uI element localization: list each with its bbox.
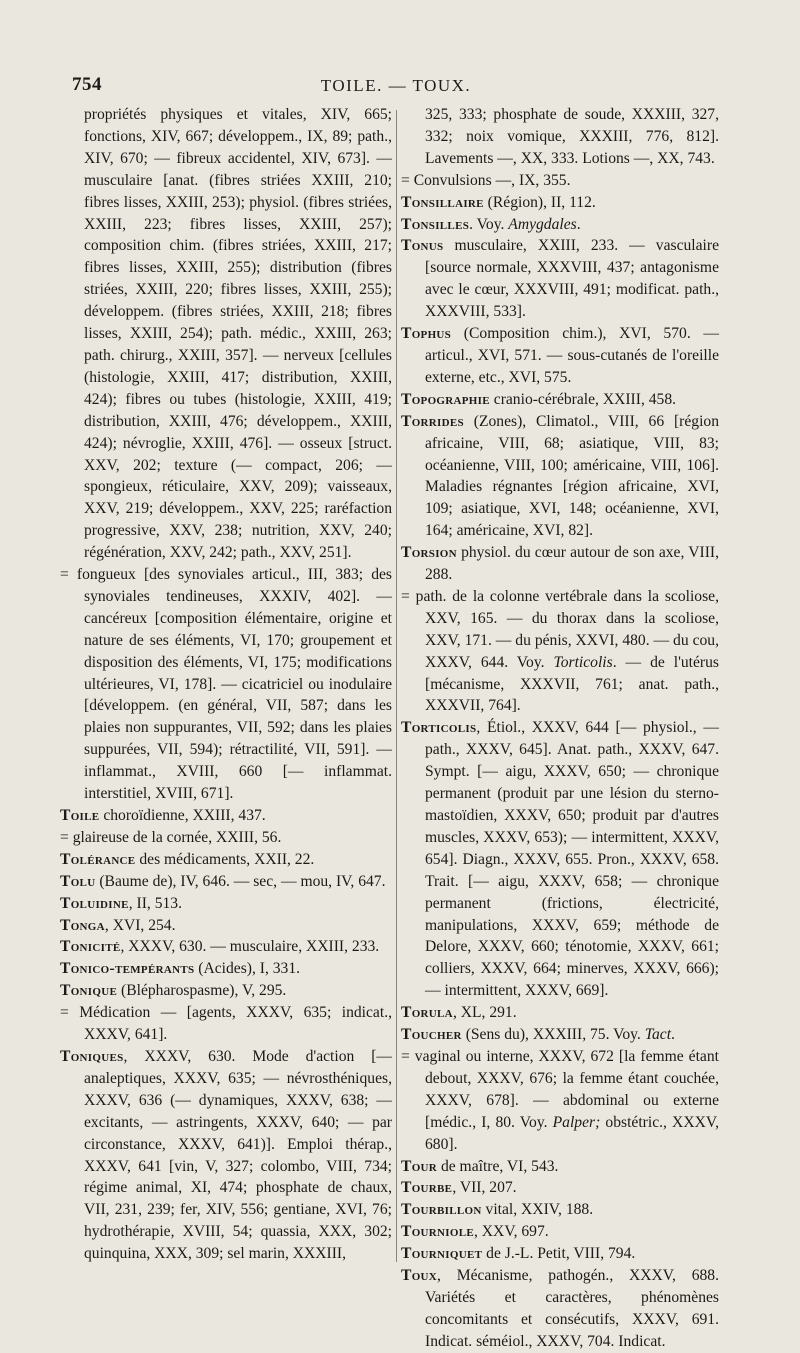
continued-entry: [60, 104, 392, 564]
entry-text: . — de l'utérus [mécanisme, XXXVII, 761; anat. path., XXXVII, 764].: [425, 653, 719, 715]
entry-keyword: Torula: [401, 1004, 453, 1022]
right-column: [401, 104, 719, 1353]
entry-keyword: Tonsilles: [401, 215, 470, 233]
entry-text: , VII, 207.: [452, 1179, 517, 1197]
index-entry: [60, 915, 392, 937]
page-header: [72, 74, 720, 100]
entry-keyword: Torticolis: [401, 719, 477, 737]
entry-text: (Acides), I, 331.: [194, 960, 301, 978]
index-entry: [401, 1156, 719, 1178]
index-subentry: [401, 1046, 719, 1156]
cross-reference: Tact: [644, 1026, 672, 1044]
entry-text: vital, XXIV, 188.: [481, 1201, 594, 1219]
index-entry: [401, 214, 719, 236]
entry-text: = Convulsions —, IX, 355.: [401, 171, 571, 189]
index-entry: [401, 1177, 719, 1199]
page-number: 754: [72, 74, 102, 95]
index-entry: [401, 192, 719, 214]
entry-text: 325, 333; phosphate de soude, XXXIII, 327, 332; noix vomique, XXXIII, 776, 812]. Lavements —, XX, 333. Lotions —, XX, 743.: [425, 106, 719, 167]
index-entry: [60, 1046, 392, 1265]
index-entry: [60, 805, 392, 827]
entry-text: cranio-cérébrale, XXIII, 458.: [489, 390, 677, 408]
entry-text: , XXXV, 630. Mode d'action [— analeptiques, XXXV, 635; — névrosthéniques, XXXV, 636 (— dynamiques, XXXV, 638; — excitants, — astringents, XXXV, 640; — par circonstance, XXXV, 641)]. Emploi thérap., XXXV, 641 [vin, V, 327; colombo, VIII, 734; régime animal, XI, 474; phosphate de chaux, VII, 231, 239; fer, XIV, 556; gentiane, XVI, 76; hydrothérapie, XVIII, 54; quassia, XXX, 302; quinquina, XXX, 309; sel marin, XXXIII,: [84, 1047, 392, 1263]
index-entry: [401, 1199, 719, 1221]
entry-keyword: Toluidine: [60, 894, 129, 912]
entry-keyword: Tour: [401, 1157, 438, 1175]
entry-text: , XL, 291.: [452, 1004, 517, 1022]
index-subentry: [60, 564, 392, 805]
index-entry: [60, 893, 392, 915]
entry-keyword: Torrides: [401, 412, 464, 430]
cross-reference: Torticolis: [553, 653, 613, 671]
entry-keyword: Tolérance: [60, 850, 136, 868]
entry-keyword: Toux: [401, 1267, 438, 1285]
entry-keyword: Tonicité: [60, 938, 121, 956]
entry-text: propriétés physiques et vitales, XIV, 665; fonctions, XIV, 667; développem., IX, 89; path., XIV, 670; — fibreux accidentel, XIV, 673]. — musculaire [anat. (fibres striées XXIII, 210; fibres lisses, XXIII, 253); physiol. (fibres striées, XXIII, 223; fibres lisses, XXIII, 257); composition chim. (fibres striées, XXIII, 217; fibres lisses, XXIII, 255); distribution (fibres striées, XXIII, 220; fibres lisses, XXIII, 255); développem. (fibres striées, XXIII, 218; fibres lisses, XXIII, 254); path. médic., XXIII, 263; path. chirurg., XXIII, 357]. — nerveux [cellules (histologie, XXIII, 417; distribution, XXIII, 424); fibres ou tubes (histologie, XXIII, 419; distribution, XXIII, 476; développem., XXIII, 424); névroglie, XXIII, 476]. — osseux [struct. XXV, 202; texture (— compact, 206; — spongieux, réticulaire, XXV, 209); vaisseaux, XXV, 219; développem., XXV, 225; raréfaction progressive, XXV, 238; nutrition, XXV, 240; régénération, XXV, 242; path., XXV, 251].: [84, 106, 392, 562]
entry-keyword: Torsion: [401, 544, 457, 562]
entry-keyword: Topographie: [401, 390, 490, 408]
index-entry: [60, 936, 392, 958]
entry-text: de maître, VI, 543.: [437, 1157, 559, 1175]
entry-keyword: Tophus: [401, 325, 452, 343]
continued-entry: [401, 104, 719, 170]
entry-text: (Composition chim.), XVI, 570. — articul., XVI, 571. — sous-cutanés de l'oreille externe, etc., XVI, 575.: [425, 325, 719, 386]
entry-keyword: Toniques: [60, 1047, 124, 1065]
entry-keyword: Tonique: [60, 982, 118, 1000]
entry-text: musculaire, XXIII, 233. — vasculaire [source normale, XXXVIII, 437; antagonisme avec le cœur, XXXVIII, 491; modificat. path., XXXVIII, 533].: [425, 237, 719, 321]
entry-text: , XXV, 697.: [474, 1223, 549, 1241]
entry-text: (Blépharospasme), V, 295.: [117, 982, 287, 1000]
entry-text: , XVI, 254.: [104, 916, 176, 934]
entry-text: = glaireuse de la cornée, XXIII, 56.: [60, 828, 282, 846]
entry-text: , Mécanisme, pathogén., XXXV, 688. Variétés et caractères, phénomènes concomitants et consécutifs, XXXV, 691. Indicat. séméiol., XXXV, 704. Indicat.: [425, 1267, 719, 1350]
entry-keyword: Toucher: [401, 1026, 462, 1044]
index-entry: [401, 235, 719, 323]
entry-text: (Région), II, 112.: [483, 193, 596, 211]
entry-text: .: [576, 215, 581, 233]
index-entry: [401, 389, 719, 411]
running-head: TOILE. — TOUX.: [320, 76, 472, 95]
cross-reference: Palper;: [552, 1113, 601, 1131]
entry-keyword: Tonga: [60, 916, 105, 934]
entry-text: des médicaments, XXII, 22.: [135, 850, 315, 868]
entry-text: (Sens du), XXXIII, 75. Voy.: [461, 1026, 645, 1044]
left-column: [60, 104, 392, 1265]
index-entry: [401, 542, 719, 586]
entry-text: , II, 513.: [128, 894, 183, 912]
entry-text: de J.-L. Petit, VIII, 794.: [482, 1245, 636, 1263]
entry-keyword: Tourniquet: [401, 1245, 483, 1263]
index-subentry: [60, 1002, 392, 1046]
index-entry: [401, 1265, 719, 1353]
index-entry: [401, 411, 719, 542]
entry-text: (Baume de), IV, 646. — sec, — mou, IV, 647.: [95, 872, 386, 890]
index-entry: [401, 1221, 719, 1243]
entry-text: = vaginal ou interne, XXXV, 672 [la femme étant debout, XXXV, 676; la femme étant couchée, XXXV, 678]. — abdominal ou externe [médic., I, 80. Voy.: [401, 1047, 719, 1131]
entry-text: obstétric., XXXV, 680].: [425, 1113, 719, 1153]
index-entry: [60, 871, 392, 893]
index-entry: [60, 958, 392, 980]
entry-keyword: Tolu: [60, 872, 96, 890]
entry-keyword: Tonico-tempérants: [60, 960, 195, 978]
cross-reference: Amygdales: [508, 215, 577, 233]
index-entry: [60, 980, 392, 1002]
index-subentry: [401, 170, 719, 192]
index-entry: [401, 1024, 719, 1046]
index-subentry: [60, 827, 392, 849]
index-entry: [401, 323, 719, 389]
entry-text: choroïdienne, XXIII, 437.: [99, 807, 266, 824]
entry-keyword: Tourbe: [401, 1179, 453, 1197]
entry-text: . Voy.: [469, 215, 509, 233]
index-entry: [401, 1002, 719, 1024]
entry-text: , XXXV, 630. — musculaire, XXIII, 233.: [120, 938, 380, 956]
entry-keyword: Tonus: [401, 237, 444, 255]
entry-text: = Médication — [agents, XXXV, 635; indicat., XXXV, 641].: [60, 1004, 392, 1044]
entry-text: (Zones), Climatol., VIII, 66 [région africaine, VIII, 68; asiatique, VIII, 83; océanienne, VIII, 100; américaine, VIII, 106]. Maladies régnantes [région africaine, XVI, 109; asiatique, XVI, 148; océanienne, XVI, 164; américaine, XVI, 82].: [425, 412, 719, 540]
entry-text: , Étiol., XXXV, 644 [— physiol., — path., XXXV, 645]. Anat. path., XXXV, 647. Sympt. [— aigu, XXXV, 650; — chronique permanent (produit par une lésion du sterno-mastoïdien, XXXV, 650; produit par d'autres muscles, XXXV, 653); — intermittent, XXXV, 654]. Diagn., XXXV, 655. Pron., XXXV, 658. Trait. [— aigu, XXXV, 658; — chronique permanent (frictions, électricité, manipulations, XXXV, 659; méthode de Delore, XXXV, 660; ténotomie, XXXV, 661; colliers, XXXV, 664; minerves, XXXV, 666); — intermittent, XXXV, 669].: [425, 719, 719, 1000]
entry-keyword: Tonsillaire: [401, 193, 484, 211]
entry-text: physiol. du cœur autour de son axe, VIII, 288.: [425, 544, 719, 584]
column-divider: [396, 110, 397, 1262]
index-subentry: [401, 586, 719, 717]
entry-text: = fongueux [des synoviales articul., III, 383; des synoviales tendineuses, XXXIV, 402]. — cancéreux [composition élémentaire, origine et nature de ses éléments, VI, 170; groupement et disposition des éléments, VI, 175; modifications ultérieures, VI, 178]. — cicatriciel ou inodulaire [développem. (en général, VII, 587; dans les plaies non suppurantes, VII, 592; dans les plaies suppurées, VII, 594); rétractilité, VII, 591]. — inflammat., XVIII, 660 [— inflammat. interstitiel, XVIII, 671].: [60, 566, 392, 803]
index-entry: [401, 717, 719, 1002]
entry-text: = path. de la colonne vertébrale dans la scoliose, XXV, 165. — du thorax dans la scoliose, XXV, 171. — du pénis, XXVI, 480. — du cou, XXXV, 644. Voy.: [401, 587, 719, 671]
entry-keyword: Tourniole: [401, 1223, 474, 1241]
index-entry: [401, 1243, 719, 1265]
index-entry: [60, 849, 392, 871]
entry-keyword: Tourbillon: [401, 1201, 482, 1219]
entry-keyword: Toile: [60, 807, 100, 824]
entry-text: .: [671, 1026, 675, 1044]
